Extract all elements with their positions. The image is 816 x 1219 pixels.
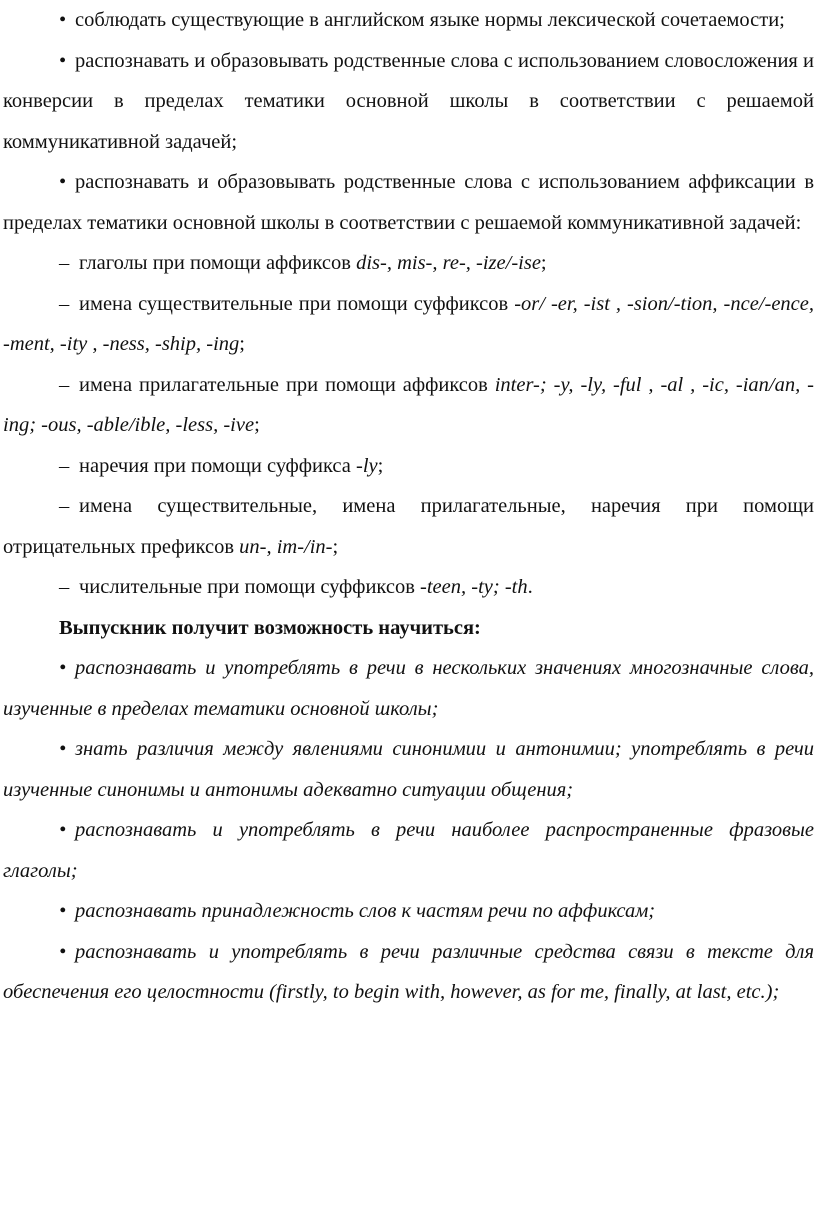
bullet-icon: • [59, 657, 67, 679]
dash-item-verbs [3, 243, 814, 284]
item-text: имена существительные, имена прилагательные, наречия при помощи отрицательных префиксов [3, 495, 814, 558]
dash-item-adjectives [3, 365, 814, 446]
bullet-paragraph-3 [3, 162, 814, 243]
dash-icon: – [59, 576, 70, 598]
bullet-paragraph-1 [3, 0, 814, 41]
bullet-paragraph-2 [3, 41, 814, 163]
bullet-icon: • [59, 819, 67, 841]
item-end: ; [239, 333, 245, 355]
bullet-icon: • [59, 9, 67, 31]
item-text: наречия при помощи суффикса [79, 454, 357, 477]
bullet-icon: • [59, 738, 67, 760]
paragraph-text: распознавать и образовывать родственные слова с использованием словосложения и конверсии в пределах тематики основной школы в соответствии с решаемой коммуникативной задачей; [3, 49, 814, 153]
item-text: имена прилагательные при помощи аффиксов [79, 373, 495, 396]
affix-list: un-, im-/in- [239, 535, 333, 558]
item-text: имена существительные при помощи суффиксов [79, 292, 515, 315]
affix-list: -teen, -ty; -th [420, 576, 528, 598]
dash-icon: – [59, 454, 70, 477]
italic-bullet-paragraph-4 [3, 891, 814, 932]
dash-icon: – [59, 495, 70, 517]
dash-icon: – [59, 292, 70, 315]
italic-bullet-paragraph-1 [3, 648, 814, 729]
bullet-icon: • [59, 49, 67, 72]
dash-item-adverbs [3, 446, 814, 487]
dash-icon: – [59, 252, 70, 274]
item-text: глаголы при помощи аффиксов [79, 252, 357, 274]
paragraph-text: соблюдать существующие в английском языке нормы лексической сочетаемости; [75, 9, 785, 31]
bullet-icon: • [59, 171, 67, 193]
paragraph-text: распознавать принадлежность слов к частям речи по аффиксам; [75, 900, 656, 922]
paragraph-text: распознавать и употреблять в речи наиболее распространенные фразовые глаголы; [3, 819, 814, 882]
dash-item-numerals [3, 567, 814, 608]
dash-item-negative-prefixes [3, 486, 814, 567]
bullet-icon: • [59, 900, 67, 922]
item-text: числительные при помощи суффиксов [79, 576, 421, 598]
paragraph-text: распознавать и образовывать родственные слова с использованием аффиксации в пределах тематики основной школы в соответствии с решаемой коммуникативной задачей: [3, 171, 814, 234]
dash-icon: – [59, 373, 70, 396]
item-end: . [527, 576, 533, 598]
paragraph-text: знать различия между явлениями синонимии и антонимии; употреблять в речи изученные синонимы и антонимы адекватно ситуации общения; [3, 738, 814, 801]
item-end: ; [377, 454, 384, 477]
affix-list: dis-, mis-, re-, -ize/-ise [356, 252, 541, 274]
paragraph-text: распознавать и употреблять в речи различные средства связи в тексте для обеспечения его целостности (firstly, to begin with, however, as for me, finally, at last, etc.); [3, 940, 814, 1003]
affix-list: inter-; -y, -ly, -ful , -al , -ic, -ian/an, -ing; -ous, -able/ible, -less, -ive [3, 373, 814, 436]
section-heading: Выпускник получит возможность научиться: [59, 616, 481, 639]
italic-bullet-paragraph-3 [3, 810, 814, 891]
item-end: ; [254, 414, 260, 436]
italic-bullet-paragraph-5 [3, 932, 814, 1013]
affix-list: -or/ -er, -ist , -sion/-tion, -nce/-ence, -ment, -ity , -ness, -ship, -ing [3, 292, 814, 355]
affix-list: -ly [356, 454, 378, 477]
bullet-icon: • [59, 940, 67, 963]
italic-bullet-paragraph-2 [3, 729, 814, 810]
paragraph-text: распознавать и употреблять в речи в нескольких значениях многозначные слова, изученные в пределах тематики основной школы; [3, 657, 814, 720]
item-end: ; [540, 252, 547, 274]
dash-item-nouns [3, 284, 814, 365]
item-end: ; [332, 535, 339, 558]
